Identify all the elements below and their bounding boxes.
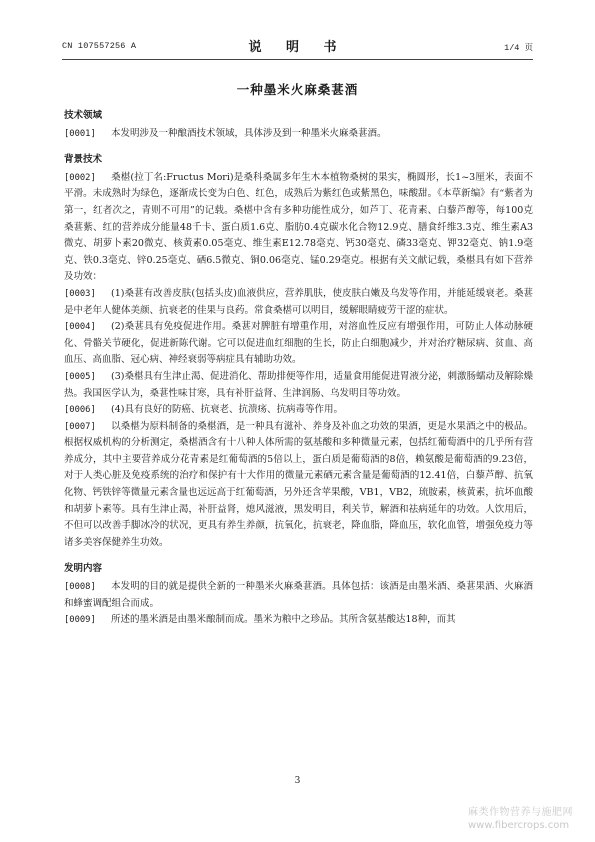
paragraph-text: (4)具有良好的防癌、抗衰老、抗溃疡、抗病毒等作用。: [111, 404, 343, 416]
paragraph-text: (1)桑葚有改善皮肤(包括头皮)血液供应，营养肌肤，使皮肤白嫩及乌发等作用，并能延缓衰老。桑葚是中老年人健体美颜、抗衰老的佳果与良药。常食桑椹可以明目，缓解眼睛疲劳干涩的症状。: [64, 287, 533, 316]
watermark-text: 麻类作物营养与施肥网: [468, 807, 573, 818]
paragraph-text: 所述的墨米酒是由墨米酿制而成。墨米为粮中之珍品。其所含氨基酸达18种，而其: [111, 614, 456, 626]
paragraph-number: [0003]: [64, 288, 96, 299]
paragraph-number: [0001]: [64, 128, 96, 139]
paragraph-text: 桑椹(拉丁名:Fructus Mori)是桑科桑属多年生木本植物桑树的果实，椭圆形，长1~3厘米，表面不平滑。未成熟时为绿色，逐渐成长变为白色、红色，成熟后为紫红色或紫黑色，味酸甜。《本草新编》有“紫者为第一，红者次之，青则不可用”的记载。桑椹中含有多种功能性成分，如芦丁、花青素、白藜芦醇等，每100克桑葚紫、红的营养成分能量48千卡、蛋白质1.6克、脂肪0.4克碳水化合物12.9克、膳食纤维3.3克、维生素A3微克、胡萝卜素20微克、核黄素0.05毫克、维生素E12.78毫克、钙30毫克、磷33毫克、钾32毫克、钠1.9毫克、铁0.3毫克、锌0.25毫克、硒6.5微克、铜0.06毫克、锰0.29毫克。根据有关文献记载，桑椹具有如下营养及功效：: [64, 171, 533, 283]
document-type: 说 明 书: [248, 40, 347, 55]
section-heading-background: 背景技术: [64, 154, 103, 166]
paragraph: [64, 612, 533, 629]
paragraph: [64, 402, 533, 419]
paragraph-number: [0006]: [64, 405, 96, 416]
paragraph-number: [0008]: [64, 582, 96, 593]
page-number: 3: [294, 776, 301, 786]
paragraph-text: (3)桑椹具有生津止渴、促进消化、帮助排便等作用，适量食用能促进胃液分泌，刺激肠蠕动及解除燥热。我国医学认为，桑葚性味甘寒，具有补肝益肾、生津润肠、乌发明目等功效。: [64, 370, 533, 399]
watermark: [468, 803, 573, 831]
paragraph: [64, 369, 533, 402]
document-header: [62, 36, 533, 56]
paragraph-text: 以桑椹为原料制备的桑椹酒，是一种具有滋补、养身及补血之功效的果酒，更是水果酒之中的极品。根据权威机构的分析测定，桑椹酒含有十八种人体所需的氨基酸和多种微量元素，包括红葡萄酒中的几乎所有营养成分，其中主要营养成分花青素是红葡萄酒的5倍以上，蛋白质是葡萄酒的8倍，赖氨酸是葡萄酒的9.23倍，对于人类心脏及免疫系统的治疗和保护有十大作用的微量元素硒元素含量是葡萄酒的12.41倍，白藜芦醇、抗氧化物、钙铁锌等微量元素含量也远远高于红葡萄酒，另外还含苹果酸，VB1，VB2，琉胺素，核黄素，抗坏血酸和胡萝卜素等。具有生津止渴，补肝益肾，熄风滋液，黑发明目，利关节，解酒和祛病延年的功效。人饮用后，不但可以改善手脚冰冷的状况，更具有养生养颜，抗氧化，抗衰老，降血脂，降血压，软化血管，增强免疫力等诸多美容保健养生功效。: [64, 420, 533, 548]
page-ratio: 1/4 页: [504, 43, 533, 53]
paragraph-number: [0009]: [64, 615, 96, 626]
publication-number: CN 107557256 A: [62, 41, 137, 51]
paragraph: [64, 126, 533, 143]
paragraph-number: [0005]: [64, 371, 96, 382]
document-body: [64, 108, 533, 629]
paragraph: [64, 170, 533, 286]
paragraph: [64, 419, 533, 552]
header-rule: [62, 59, 533, 60]
document-title: 一种墨米火麻桑葚酒: [236, 82, 359, 97]
section-heading-invention-content: 发明内容: [64, 563, 103, 575]
paragraph-number: [0004]: [64, 322, 96, 333]
paragraph-text: 本发明涉及一种酿酒技术领域，具体涉及到一种墨米火麻桑葚酒。: [111, 127, 387, 139]
paragraph-text: 本发明的目的就是提供全新的一种墨米火麻桑葚酒。具体包括：该酒是由墨米酒、桑葚果酒、火麻酒和蜂蜜调配组合而成。: [64, 581, 533, 609]
paragraph-number: [0002]: [64, 172, 96, 183]
paragraph: [64, 286, 533, 319]
section-heading-technical-field: 技术领域: [64, 110, 103, 121]
paragraph: [64, 579, 533, 612]
paragraph: [64, 319, 533, 369]
paragraph-number: [0007]: [64, 421, 96, 432]
watermark-url: www.fibercrops.com: [468, 820, 570, 831]
paragraph-text: (2)桑葚具有免疫促进作用。桑葚对脾脏有增重作用，对溶血性反应有增强作用，可防止人体动脉硬化、骨骼关节硬化，促进新陈代谢。它可以促进血红细胞的生长，防止白细胞减少，并对治疗糖尿病、贫血、高血压、高血脂、冠心病、神经衰弱等病症具有辅助功效。: [64, 321, 533, 366]
